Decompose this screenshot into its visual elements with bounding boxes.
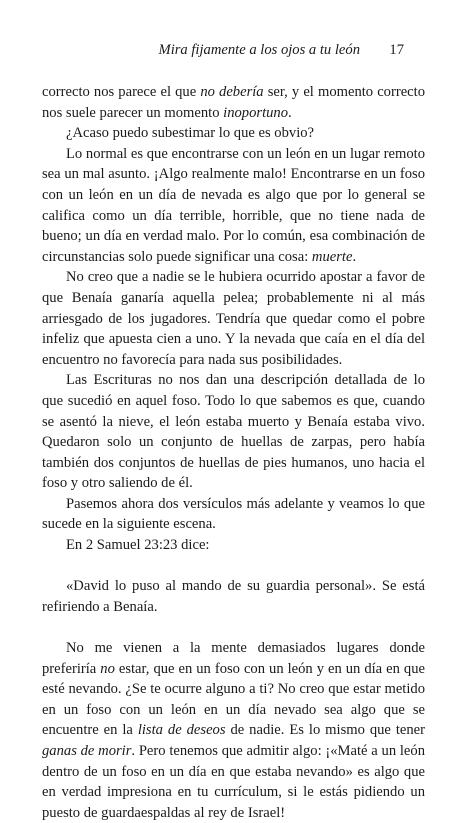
paragraph: ¿Acaso puedo subestimar lo que es obvio? [66,125,315,142]
paragraph [42,638,425,823]
paragraph: Las Escrituras no nos dan una descripción detallada de lo que sucedió en aquel foso. Todo lo que sabemos es que, cuando se asentó la nieve, el león estaba muerto y Benaía estaba vivo. Quedaron solo un conjunto de huellas de zarpas, pero había también dos conjuntos de huellas de pies humanos, uno hacia el foso y otro saliendo de él. [42,372,425,492]
text-run: ser, y el momento correcto nos suele parecer un momento [42,84,426,121]
text-run: Lo normal es que encontrarse con un león en un lugar remoto sea un mal asunto. ¡Algo realmente malo! Encontrarse en un foso con un león en un día de nevada es algo que por lo general se califica como un día terrible, horrible, que no tiene nada de bueno; un día en verdad malo. Por lo común, esa combinación de circunstancias solo puede significar una cosa: [42,145,425,265]
paragraph: En 2 Samuel 23:23 dice: [66,537,210,554]
emphasis: no debería [200,84,264,100]
emphasis: inoportuno [223,104,289,121]
emphasis: ganas de morir [42,743,132,759]
paragraph [42,144,425,268]
page-number: 17 [389,42,404,58]
paragraph-continuation [42,82,425,123]
text-run: . [352,248,357,265]
text-run: . Pero tenemos que admitir algo: ¡«Maté a un león dentro de un foso en un día en que estaba nevando» es algo que en verdad impresiona en tu currículum, si le estás pidiendo un puesto de guardaespaldas al rey de Israel! [42,743,425,821]
running-title: Mira fijamente a los ojos a tu león [158,42,360,58]
text-run: . [288,104,292,121]
block-quote: «David lo puso al mando de su guardia personal». Se está refiriendo a Benaía. [42,578,425,615]
emphasis: no [100,660,115,677]
text-run: de nadie. Es lo mismo que tener [225,722,426,739]
paragraph: No creo que a nadie se le hubiera ocurrido apostar a favor de que Benaía ganaría aquella pelea; probablemente ni al más arriesgado de los jugadores. Tendría que quedar como el pobre infeliz que apuesta cien a uno. Y la nevada que caía en el día del encuentro no favorecía para nada sus posibilidades. [42,269,425,368]
text-run: No me vienen a la mente demasiados lugares donde preferiría [42,640,425,677]
paragraph: Pasemos ahora dos versículos más adelante y veamos lo que sucede en la siguiente escena. [42,495,425,533]
text-run: estar, que en un foso con un león y en un día en que esté nevando. ¿Se te ocurre alguno a ti? No creo que estar metido en un foso con un león en un día nevado sea algo que se encuentre en la [42,660,425,739]
body-text [42,82,425,823]
emphasis: lista de deseos [137,722,226,739]
running-header [0,40,470,62]
emphasis: muerte [311,248,353,265]
text-run: correcto nos parece el que [42,84,201,100]
